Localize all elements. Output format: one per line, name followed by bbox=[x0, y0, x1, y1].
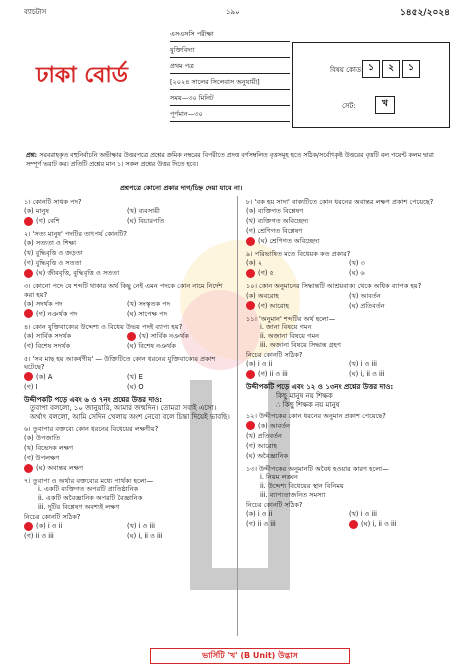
option[interactable] bbox=[246, 431, 452, 441]
stem-line: ∴ কিছু শিক্ষক নয় মানুষ bbox=[276, 400, 340, 409]
question-stem: ১০। কোন অনুমানের সিদ্ধান্তটি আশ্রয়বাক্য থেকে অধিক ব্যাপক হয়? bbox=[246, 282, 422, 291]
question-stem: ৬। তুবাপার বক্তব্যে কোন ধরনের বিধেয়ের লক্ষণীয়? bbox=[24, 424, 159, 433]
page-number: ১৯০ bbox=[226, 8, 240, 16]
option[interactable] bbox=[246, 216, 452, 226]
option[interactable] bbox=[24, 268, 230, 278]
options bbox=[246, 421, 452, 461]
options bbox=[246, 258, 452, 278]
option[interactable] bbox=[127, 299, 230, 309]
option-label: (ক) সদর্থক পদ bbox=[24, 299, 63, 308]
option-label: (ঘ) অবান্তর লক্ষণ bbox=[36, 464, 84, 472]
footer-brand: ভার্সিটি 'খ' (B Unit) উদ্ভাস bbox=[150, 648, 350, 664]
options bbox=[24, 433, 230, 473]
board-title: ঢাকা বোর্ড bbox=[36, 62, 128, 88]
option-label: (ক) A bbox=[36, 372, 53, 381]
option-label: (খ) ব্যবসায়ী bbox=[127, 207, 160, 216]
option-label: (গ) উপলক্ষণ bbox=[24, 454, 60, 462]
option[interactable] bbox=[246, 236, 452, 246]
options bbox=[24, 238, 230, 278]
question-ask: নিচের কোনটি সঠিক? bbox=[24, 513, 81, 522]
option-label: (খ) বুদ্ধিবৃত্তি ও জড়তা bbox=[24, 249, 83, 258]
option-label: (গ) আরোহ bbox=[246, 441, 277, 450]
option[interactable] bbox=[24, 309, 127, 319]
question bbox=[24, 477, 230, 541]
option-label: (খ) ব্যক্তিগত অবিচ্ছেদ্য bbox=[246, 217, 309, 226]
option[interactable] bbox=[24, 433, 230, 443]
option[interactable] bbox=[24, 341, 127, 351]
option-label: (গ) ii ও iii bbox=[24, 532, 54, 541]
marked-answer-dot bbox=[349, 520, 358, 529]
statement: ii. অজানা বিষয়ে গমন bbox=[260, 331, 320, 340]
option-label: (ঘ) অবৈজ্ঞানিক bbox=[246, 451, 289, 460]
question bbox=[246, 198, 452, 246]
option[interactable] bbox=[349, 359, 452, 369]
marked-answer-dot bbox=[246, 237, 255, 246]
instruction bbox=[26, 152, 450, 169]
option-label: (ক) মানুষ bbox=[24, 207, 49, 216]
option[interactable] bbox=[24, 206, 127, 216]
marked-answer-dot bbox=[24, 372, 33, 381]
option-label: (গ) বেশি bbox=[36, 217, 60, 226]
marked-answer-dot bbox=[246, 301, 255, 310]
instruction-lead: প্রশ্ন: bbox=[26, 152, 38, 159]
option[interactable] bbox=[246, 301, 349, 311]
stem-block bbox=[246, 383, 452, 409]
option[interactable] bbox=[246, 509, 349, 519]
options bbox=[246, 359, 452, 379]
marked-answer-dot bbox=[24, 309, 33, 318]
option-label: (ঘ) ৬ bbox=[349, 269, 365, 278]
stem-line: কিছু মানুষ নয় শিক্ষক bbox=[276, 391, 333, 400]
options bbox=[246, 206, 452, 246]
question bbox=[246, 282, 452, 310]
option-label: (খ) প্রতিবর্তন bbox=[246, 431, 282, 440]
question-ask: নিচের কোনটি সঠিক? bbox=[246, 500, 303, 509]
marked-answer-dot bbox=[24, 522, 33, 531]
question-statements bbox=[24, 485, 230, 512]
marked-answer-dot bbox=[246, 269, 255, 278]
options bbox=[246, 509, 452, 529]
question bbox=[246, 465, 452, 529]
option-label: (ঘ) i, ii ও iii bbox=[361, 520, 397, 528]
options bbox=[24, 299, 230, 319]
option-label: (গ) শ্রেণিগত বিশ্লেষণ bbox=[246, 227, 303, 236]
option-label: (খ) বিভেদক লক্ষণ bbox=[24, 444, 74, 452]
question bbox=[24, 198, 230, 226]
option[interactable] bbox=[246, 268, 349, 278]
option-label: (ঘ) সাপেক্ষ পদ bbox=[127, 309, 168, 318]
exam-line: প্রথম পত্র bbox=[170, 58, 290, 74]
set-value: খ bbox=[375, 96, 395, 114]
question-stem: ৯। পরিভাষিত মতে বিধেয়ক কত প্রকার? bbox=[246, 250, 351, 259]
marked-answer-dot bbox=[24, 217, 33, 226]
option[interactable] bbox=[246, 369, 349, 379]
code-cell: ১ bbox=[362, 60, 380, 78]
question-stem: ৮। 'বক হয় সাদা' বাক্যটিতে কোন ধরনের অবান্তর লক্ষণ প্রকাশ পেয়েছে? bbox=[246, 198, 434, 206]
option[interactable] bbox=[127, 382, 230, 392]
column-divider bbox=[237, 196, 238, 636]
option-label: (গ) ii ও iii bbox=[258, 370, 288, 379]
options bbox=[24, 372, 230, 392]
statement: i. জানা বিষয়ে গমন bbox=[260, 322, 312, 331]
option[interactable] bbox=[349, 258, 452, 268]
exam-info bbox=[170, 26, 290, 122]
options bbox=[246, 291, 452, 311]
question bbox=[24, 282, 230, 318]
option[interactable] bbox=[24, 258, 230, 268]
question bbox=[246, 412, 452, 460]
option[interactable] bbox=[246, 451, 452, 461]
paper-code: ১৪৫২/২০২৪ bbox=[399, 8, 450, 18]
option-label: (ঘ) জীববৃত্তি, বুদ্ধিবৃত্তি ও সততা bbox=[36, 269, 120, 278]
option[interactable] bbox=[349, 369, 452, 379]
option-label: (গ) আরোহ bbox=[258, 301, 289, 310]
statement: iii. ব্যাপ্যতাজনিত সমস্যা bbox=[260, 490, 326, 499]
exam-line: এসএসসি পরীক্ষা bbox=[170, 26, 290, 42]
option-label: (ক) অবরোহ bbox=[246, 291, 279, 300]
stem-text: তুবাপা বললো, ১০ জানুয়ারি, আমার জন্মদিন। তোমরা সবাই এসো। অর্থাৎ বললো, আমি সেদিন খেলায় অংশ নেবো বলে চিন্তা দিয়েই ভাবছি। bbox=[30, 404, 230, 422]
marked-answer-dot bbox=[127, 332, 136, 341]
option-label: (ক) সত্যতা ও শিক্ষা bbox=[24, 239, 77, 248]
question-stem: ৭। তুবাপা ও অর্থার বক্তব্যের মধ্যে পার্থক্য হলো— bbox=[24, 477, 154, 486]
option[interactable] bbox=[349, 268, 452, 278]
option[interactable] bbox=[24, 248, 230, 258]
option-label: (ঘ) প্রতিবর্তন bbox=[349, 301, 385, 310]
option-label: (ক) উপজাতি bbox=[24, 434, 61, 442]
option-label: (ঘ) বিশেষ নঞর্থক bbox=[127, 342, 176, 351]
option[interactable] bbox=[349, 291, 452, 301]
option[interactable] bbox=[246, 441, 452, 451]
exam-line: পূর্ণমান—৩০ bbox=[170, 106, 290, 122]
option-label: (গ) I bbox=[24, 382, 38, 391]
notice: প্রশ্নপত্রে কোনো প্রকার দাগ/চিহ্ন দেয়া যাবে না। bbox=[120, 184, 243, 192]
question-stem: ১। কোনটি সাধক পদ? bbox=[24, 198, 82, 206]
option[interactable] bbox=[246, 519, 349, 529]
question-stem: ৩। কোনো পদে যে শব্দটি থাকার অর্থ কিছু নেই এমন পদকে কোন নামে নির্দেশ করা হয়? bbox=[24, 282, 223, 299]
option-label: (ক) আবর্তন bbox=[258, 421, 291, 430]
option[interactable] bbox=[127, 331, 230, 341]
exam-line: [২০২৪ সালের সিলেবাস অনুযায়ী] bbox=[170, 74, 290, 90]
stem-intro: উদ্দীপকটি পড়ে এবং ৬ ও ৭নং প্রশ্নের উত্তর দাও: bbox=[24, 395, 163, 404]
question-statements bbox=[246, 473, 452, 500]
option-label: (ঘ) i, ii ও iii bbox=[349, 370, 385, 379]
option[interactable] bbox=[127, 216, 230, 226]
option-label: (ক) সার্বিক সদর্থক bbox=[24, 332, 72, 341]
option[interactable] bbox=[24, 382, 127, 392]
question bbox=[246, 250, 452, 278]
option-label: (ঘ) শ্রেণিগত অবিচ্ছেদ্য bbox=[258, 237, 320, 246]
header-left: ব্যাচটাস bbox=[24, 8, 47, 16]
statement: i. একটি ব্যক্তিগত অপরটি প্রাতিষ্ঠানিক bbox=[38, 485, 139, 494]
option[interactable] bbox=[24, 372, 127, 382]
option-label: (ক) i ও ii bbox=[36, 522, 63, 531]
code-cell: ২ bbox=[382, 60, 400, 78]
option[interactable] bbox=[127, 522, 230, 532]
meta-box bbox=[292, 42, 450, 128]
option[interactable] bbox=[24, 522, 127, 532]
option-label: (ঘ) বিচারপতি bbox=[127, 217, 165, 226]
question bbox=[24, 230, 230, 278]
exam-line: যুক্তিবিদ্যা bbox=[170, 42, 290, 58]
option-label: (খ) সার্বিক নঞর্থক bbox=[139, 332, 189, 341]
option[interactable] bbox=[246, 291, 349, 301]
question-statements bbox=[246, 323, 452, 350]
stem-block bbox=[24, 396, 230, 422]
option-label: (ক) ২ bbox=[246, 259, 263, 268]
option-label: (গ) নঞর্থক পদ bbox=[36, 309, 78, 318]
option[interactable] bbox=[24, 216, 127, 226]
option-label: (ক) i ও ii bbox=[246, 510, 273, 518]
exam-line: সময়—৩০ মিনিট bbox=[170, 90, 290, 106]
option[interactable] bbox=[127, 309, 230, 319]
option[interactable] bbox=[24, 532, 127, 542]
option[interactable] bbox=[24, 443, 230, 453]
option[interactable] bbox=[349, 301, 452, 311]
left-column bbox=[24, 198, 230, 546]
option[interactable] bbox=[24, 299, 127, 309]
option-label: (খ) সংস্কৃতক পদ bbox=[127, 299, 171, 308]
question-stem: ১২। উদ্দীপকের কোন ধরনের অনুমান প্রকাশ পেয়েছে? bbox=[246, 412, 386, 421]
question-stem: ২। 'সত্য মানুষ' পদটির তাৎপর্য কোনটি? bbox=[24, 230, 127, 239]
marked-answer-dot bbox=[246, 421, 255, 430]
option[interactable] bbox=[24, 238, 230, 248]
question bbox=[24, 355, 230, 391]
option[interactable] bbox=[246, 421, 452, 431]
options bbox=[24, 522, 230, 542]
statement: ii. একটি অবৈজ্ঞানিক অপরটি বৈজ্ঞানিক bbox=[38, 494, 143, 503]
marked-answer-dot bbox=[246, 370, 255, 379]
option-label: (ঘ) i, ii ও iii bbox=[127, 532, 163, 541]
marked-answer-dot bbox=[24, 464, 33, 473]
instruction-text: সরবরাহকৃত বহুনির্বাচনি অভীক্ষার উত্তরপত্রে প্রশ্নের ক্রমিক নম্বরের বিপরীতে প্রদত্ত বর্ণসম্বলিত বৃত্তসমূহ হতে সঠিক/সর্বোৎকৃষ্ট উত্তরের বৃত্তটি বল পয়েন্ট কলম দ্বারা সম্পূর্ণ ভরাট কর। প্রতিটি প্রশ্নের মান ১। সকল প্রশ্নের উত্তর দিতে হবে। bbox=[26, 152, 434, 168]
option-label: (খ) i ও iii bbox=[349, 510, 377, 518]
option[interactable] bbox=[349, 509, 452, 519]
option[interactable] bbox=[24, 331, 127, 341]
question-stem: ৪। কোন যুক্তিবাক্যের উদ্দেশ্য ও বিধেয় উভয় পদই ব্যাপ্য হয়? bbox=[24, 322, 183, 331]
question bbox=[24, 323, 230, 351]
options bbox=[24, 206, 230, 226]
option[interactable] bbox=[246, 206, 452, 216]
subject-code-label: বিষয় কোড: bbox=[330, 66, 364, 74]
option-label: (গ) ii ও iii bbox=[246, 520, 276, 528]
set-label: সেট: bbox=[342, 102, 356, 110]
option[interactable] bbox=[127, 341, 230, 351]
option[interactable] bbox=[24, 453, 230, 463]
options bbox=[24, 331, 230, 351]
statement: i. নিয়ম লঙ্ঘন bbox=[260, 472, 298, 481]
option[interactable] bbox=[349, 519, 452, 529]
option-label: (খ) ৩ bbox=[349, 259, 365, 268]
option[interactable] bbox=[127, 532, 230, 542]
option-label: (ঘ) O bbox=[127, 382, 144, 391]
statement: ii. উদ্দেশ্য বিধেয়ের স্থান বিনিময় bbox=[260, 481, 344, 490]
question bbox=[24, 425, 230, 473]
option[interactable] bbox=[246, 359, 349, 369]
question-stem: ১৩। উদ্দীপকের অনুমানটি অবৈধ হওয়ার কারণ হলো— bbox=[246, 464, 389, 473]
statement: iii. অজানা বিষয়ে সিদ্ধান্ত গ্রহণ bbox=[260, 340, 341, 349]
option-label: (খ) আবর্তন bbox=[349, 291, 381, 300]
option-label: (খ) i ও iii bbox=[349, 360, 377, 369]
marked-answer-dot bbox=[24, 269, 33, 278]
subject-code bbox=[362, 60, 422, 78]
question bbox=[246, 315, 452, 379]
option-label: (গ) বুদ্ধিবৃত্তি ও সততা bbox=[24, 259, 82, 268]
option[interactable] bbox=[246, 258, 349, 268]
question-ask: নিচের কোনটি সঠিক? bbox=[246, 350, 303, 359]
option[interactable] bbox=[24, 463, 230, 473]
option[interactable] bbox=[246, 226, 452, 236]
option[interactable] bbox=[127, 206, 230, 216]
option[interactable] bbox=[127, 372, 230, 382]
stem-intro: উদ্দীপকটি পড়ে এবং ১২ ও ১৩নং প্রশ্নের উত্তর দাও: bbox=[246, 383, 394, 392]
option-label: (খ) E bbox=[127, 372, 143, 381]
right-column bbox=[246, 198, 452, 533]
option-label: (ক) ব্যক্তিগত বিশ্লেষণ bbox=[246, 207, 304, 216]
question-stem: ১১। 'অনুমান' শব্দটির অর্থ হলো— bbox=[246, 314, 336, 323]
statement: iii. দুটির বিশ্লেষণ অবশ্যই লক্ষণ bbox=[38, 503, 120, 512]
option-label: (গ) বিশেষ সদর্থক bbox=[24, 342, 71, 351]
code-cell: ১ bbox=[402, 60, 420, 78]
option-label: (গ) ৫ bbox=[258, 269, 274, 278]
question-stem: ৫। 'সব মাছ হয় আকর্ষণীয়' — উক্তিটিতে কোন ধরনের যুক্তিবাক্যের প্রকাশ ঘটেছে? bbox=[24, 355, 216, 372]
option-label: (খ) i ও iii bbox=[127, 522, 155, 531]
option-label: (ক) i ও ii bbox=[246, 360, 273, 369]
